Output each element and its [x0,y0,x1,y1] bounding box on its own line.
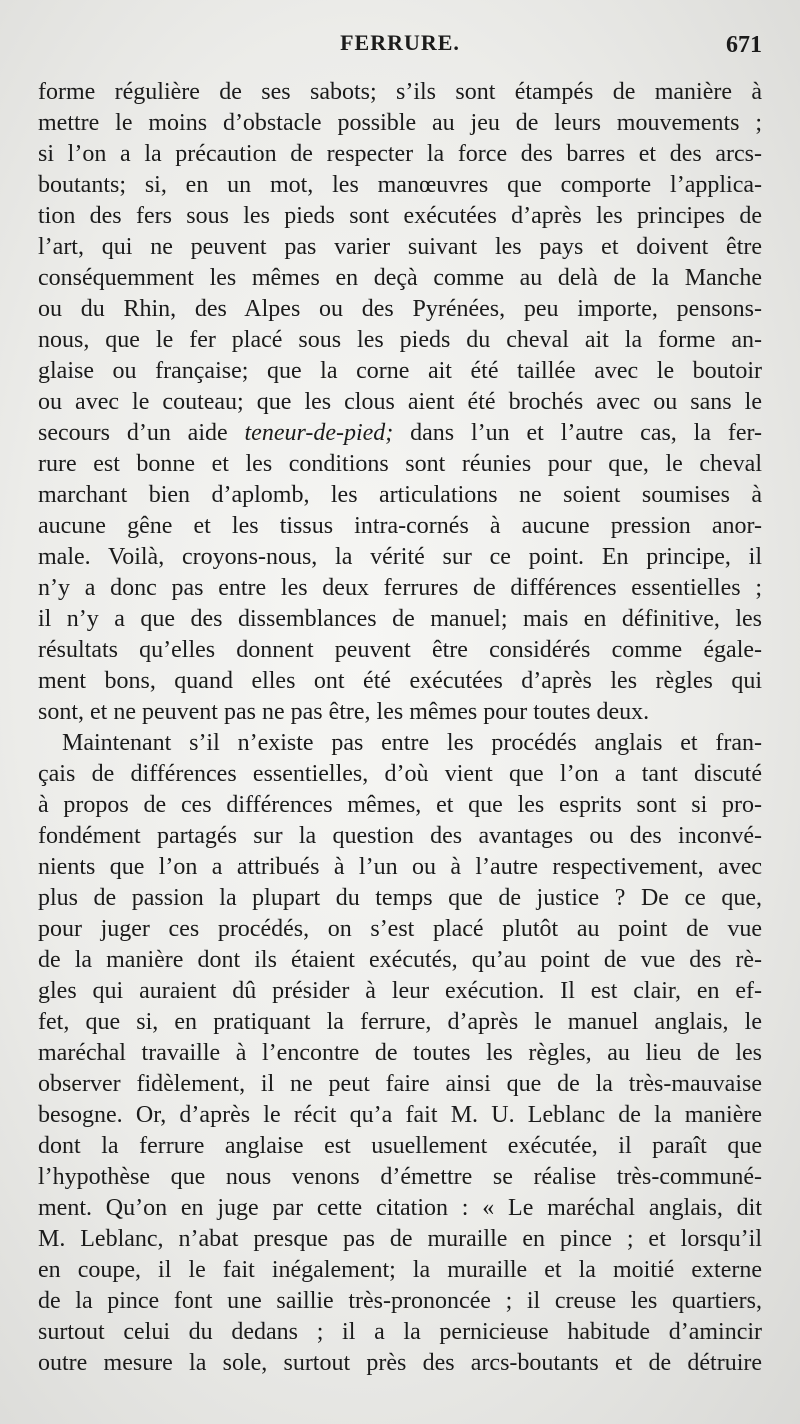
text-line: résultats qu’elles donnent peuvent être considérés comme égale- [38,637,762,663]
text-line: forme régulière de ses sabots; s’ils sont étampés de manière à [38,79,762,105]
text-line: male. Voilà, croyons-nous, la vérité sur ce point. En principe, il [38,544,762,570]
text-line: n’y a donc pas entre les deux ferrures de différences essentielles ; [38,575,762,601]
text-line: l’art, qui ne peuvent pas varier suivant les pays et doivent être [38,234,762,260]
text-line: M. Leblanc, n’abat presque pas de muraille en pince ; et lorsqu’il [38,1226,762,1252]
page-number: 671 [726,32,762,58]
text-line: conséquemment les mêmes en deçà comme au delà de la Manche [38,265,762,291]
text-line: nous, que le fer placé sous les pieds du cheval ait la forme an- [38,327,762,353]
text-line: besogne. Or, d’après le récit qu’a fait M. U. Leblanc de la manière [38,1102,762,1128]
text-line: pour juger ces procédés, on s’est placé plutôt au point de vue [38,916,762,942]
text-line: Maintenant s’il n’existe pas entre les procédés anglais et fran- [62,730,762,756]
text-line: tion des fers sous les pieds sont exécutées d’après les principes de [38,203,762,229]
text-line: maréchal travaille à l’encontre de toutes les règles, au lieu de les [38,1040,762,1066]
text-line: observer fidèlement, il ne peut faire ainsi que de la très-mauvaise [38,1071,762,1097]
text-line: çais de différences essentielles, d’où vient que l’on a tant discuté [38,761,762,787]
text-line: de la manière dont ils étaient exécutés, qu’au point de vue des rè- [38,947,762,973]
page-header [38,30,762,64]
text-line: gles qui auraient dû présider à leur exécution. Il est clair, en ef- [38,978,762,1004]
text-line: l’hypothèse que nous venons d’émettre se réalise très-communé- [38,1164,762,1190]
italic-term: teneur-de-pied; [244,420,394,446]
text-line: sont, et ne peuvent pas ne pas être, les mêmes pour toutes deux. [38,699,650,725]
text-line: ment. Qu’on en juge par cette citation : « Le maréchal anglais, dit [38,1195,762,1221]
text-line: fondément partagés sur la question des avantages ou des inconvé- [38,823,762,849]
text-line: en coupe, il le fait inégalement; la muraille et la moitié externe [38,1257,762,1283]
text-line: de la pince font une saillie très-prononcée ; il creuse les quartiers, [38,1288,762,1314]
text-line: si l’on a la précaution de respecter la force des barres et des arcs- [38,141,762,167]
text-line: surtout celui du dedans ; il a la pernicieuse habitude d’amincir [38,1319,762,1345]
text-line: plus de passion la plupart du temps que de justice ? De ce que, [38,885,762,911]
body-text [38,77,762,1379]
text-line: fet, que si, en pratiquant la ferrure, d’après le manuel anglais, le [38,1009,762,1035]
text-line: ou du Rhin, des Alpes ou des Pyrénées, peu importe, pensons- [38,296,762,322]
text-line: ment bons, quand elles ont été exécutées d’après les règles qui [38,668,762,694]
text-line: dont la ferrure anglaise est usuellement exécutée, il paraît que [38,1133,762,1159]
text-line: outre mesure la sole, surtout près des arcs-boutants et de détruire [38,1350,762,1376]
text-line: rure est bonne et les conditions sont réunies pour que, le cheval [38,451,762,477]
text-line: mettre le moins d’obstacle possible au jeu de leurs mouvements ; [38,110,762,136]
text-line: à propos de ces différences mêmes, et que les esprits sont si pro- [38,792,762,818]
text-line: nients que l’on a attribués à l’un ou à l’autre respectivement, avec [38,854,762,880]
text-line: ou avec le couteau; que les clous aient été brochés avec ou sans le [38,389,762,415]
text-line: il n’y a que des dissemblances de manuel; mais en définitive, les [38,606,762,632]
text-line: secours d’un aide teneur-de-pied; dans l’un et l’autre cas, la fer- [38,420,762,446]
text-line: boutants; si, en un mot, les manœuvres que comporte l’applica- [38,172,762,198]
text-line: aucune gêne et les tissus intra-cornés à aucune pression anor- [38,513,762,539]
text-line: marchant bien d’aplomb, les articulations ne soient soumises à [38,482,762,508]
text-line: glaise ou française; que la corne ait été taillée avec le boutoir [38,358,762,384]
running-title: FERRURE. [340,30,460,55]
